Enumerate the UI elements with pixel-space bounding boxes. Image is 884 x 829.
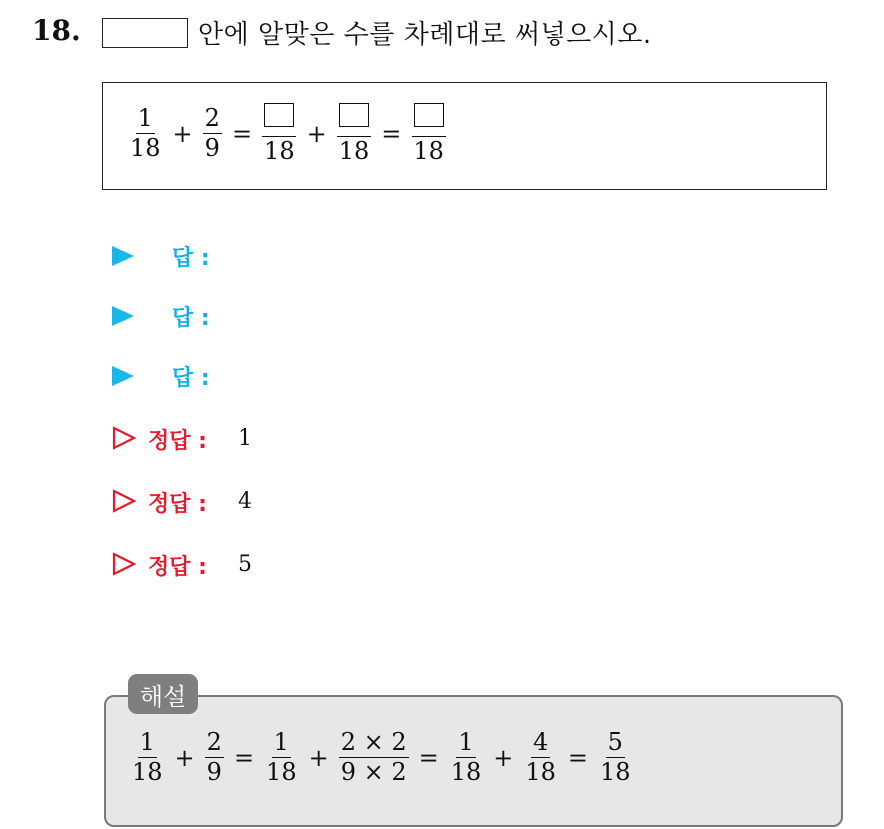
play-arrow-icon	[112, 246, 134, 266]
plus-sign: +	[306, 119, 327, 148]
denominator: 18	[264, 137, 295, 166]
blank-box	[102, 18, 188, 48]
fraction	[203, 106, 222, 161]
question-prompt: 안에 알맞은 수를 차례대로 써넣으시오.	[198, 20, 652, 50]
denominator: 18	[132, 758, 163, 787]
fraction	[205, 730, 224, 785]
equals-sign: =	[233, 743, 255, 772]
answer-label: 답 :	[172, 366, 210, 391]
correct-label: 정답 :	[148, 429, 207, 454]
denominator: 9	[206, 758, 222, 787]
numerator: 2	[205, 730, 224, 758]
explanation-equation	[126, 730, 637, 785]
blank-square	[339, 103, 369, 127]
plus-sign: +	[308, 743, 329, 772]
denominator: 9	[204, 134, 220, 163]
plus-sign: +	[174, 743, 195, 772]
denominator: 18	[130, 134, 161, 163]
plus-sign: +	[493, 743, 514, 772]
equals-sign: =	[231, 119, 253, 148]
numerator-blank	[337, 103, 371, 137]
fraction	[449, 730, 484, 785]
equals-sign: =	[418, 743, 439, 772]
explanation-tab: 해설	[128, 674, 198, 714]
correct-label: 정답 :	[148, 492, 207, 517]
hollow-arrow-icon	[112, 489, 136, 513]
correct-value: 5	[238, 552, 252, 577]
fraction	[523, 730, 558, 785]
numerator-blank	[262, 103, 296, 137]
numerator: 5	[606, 730, 625, 758]
fraction	[411, 103, 446, 164]
correct-value: 4	[238, 489, 252, 514]
numerator: 2 × 2	[339, 730, 409, 758]
fraction	[128, 106, 163, 161]
fraction	[262, 103, 297, 164]
correct-value: 1	[238, 426, 252, 451]
equals-sign: =	[567, 743, 589, 772]
blank-square	[264, 103, 294, 127]
hollow-arrow-icon	[112, 552, 136, 576]
hollow-arrow-icon	[112, 426, 136, 450]
answer-label: 답 :	[172, 246, 210, 271]
denominator: 18	[413, 137, 444, 166]
denominator: 18	[450, 758, 482, 787]
denominator: 18	[266, 758, 297, 787]
play-arrow-icon	[112, 366, 134, 386]
fraction	[264, 730, 299, 785]
numerator-blank	[412, 103, 446, 137]
numerator: 1	[136, 106, 155, 134]
denominator: 9 × 2	[340, 758, 407, 787]
numerator: 2	[203, 106, 222, 134]
numerator: 1	[456, 730, 475, 758]
numerator: 1	[138, 730, 157, 758]
denominator: 18	[338, 137, 370, 166]
blank-square	[414, 103, 444, 127]
fraction	[598, 730, 633, 785]
fraction	[339, 730, 409, 785]
fraction	[130, 730, 165, 785]
correct-label: 정답 :	[148, 555, 207, 580]
equals-sign: =	[381, 119, 402, 148]
denominator: 18	[600, 758, 631, 787]
answer-label: 답 :	[172, 306, 210, 331]
numerator: 1	[272, 730, 291, 758]
play-arrow-icon	[112, 306, 134, 326]
denominator: 18	[525, 758, 556, 787]
problem-equation	[124, 103, 450, 164]
numerator: 4	[531, 730, 550, 758]
question-number: 18.	[32, 14, 81, 47]
fraction	[337, 103, 372, 164]
plus-sign: +	[172, 119, 193, 148]
